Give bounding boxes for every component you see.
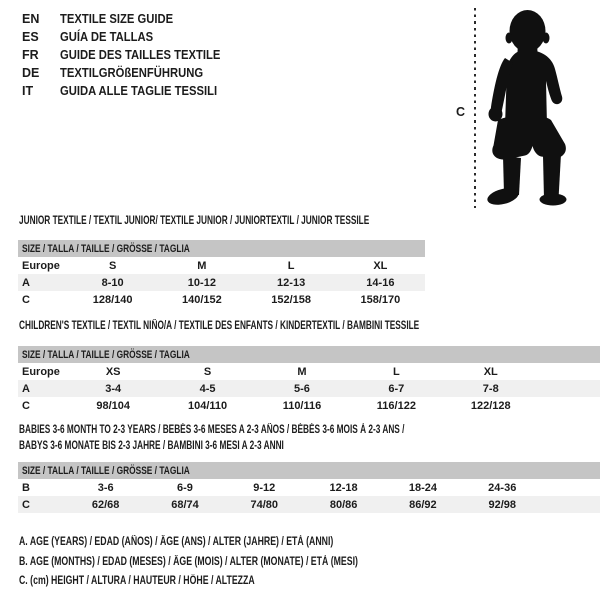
footnote-b: B. AGE (MONTHS) / EDAD (MESES) / ÂGE (MOIS) / ALTER (MONATE) / ETÀ (MESI) — [19, 555, 358, 568]
table-cell: 140/152 — [181, 293, 222, 306]
lang-code: ES — [22, 30, 39, 44]
table-row — [18, 274, 425, 291]
row-label: C — [22, 498, 30, 511]
spacer-cell — [538, 397, 600, 414]
table-cell: 74/80 — [250, 498, 279, 511]
table-cell: M — [197, 259, 207, 272]
children-size-table — [18, 346, 600, 414]
spacer-cell — [538, 380, 600, 397]
table-cell: XL — [483, 365, 498, 378]
table-cell: 9-12 — [253, 481, 276, 494]
table-cell: 104/110 — [188, 399, 228, 412]
babies-table-title-line2: BABYS 3-6 MONATE BIS 2-3 JAHRE / BAMBINI 3-6 MESI A 2-3 ANNI — [19, 440, 284, 452]
lang-row-it — [22, 82, 238, 100]
footnote-a: A. AGE (YEARS) / EDAD (AÑOS) / ÂGE (ANS) / ALTER (JAHRE) / ETÀ (ANNI) — [19, 536, 334, 548]
table-cell: 116/122 — [376, 399, 416, 412]
row-label: Europe — [22, 259, 60, 272]
height-measure-dotted-line — [474, 8, 476, 208]
size-header-bar: SIZE / TALLA / TAILLE / GRÖSSE / TAGLIA — [18, 240, 425, 257]
table-row — [18, 291, 425, 308]
footnotes — [19, 533, 465, 592]
lang-code: EN — [22, 12, 40, 26]
lang-title: GUIDA ALLE TAGLIE TESSILI — [60, 84, 218, 98]
table-cell: 4-5 — [199, 382, 216, 395]
table-cell: 7-8 — [482, 382, 499, 395]
table-cell: 3-4 — [105, 382, 122, 395]
size-header-row — [18, 462, 600, 479]
babies-table-title-line1: BABIES 3-6 MONTH TO 2-3 YEARS / BEBÉS 3-6 MESES A 2-3 AÑOS / BÉBÉS 3-6 MOIS À 2-3 ANS / — [19, 424, 405, 436]
lang-row-es — [22, 28, 238, 46]
children-table-title: CHILDREN'S TEXTILE / TEXTIL NIÑO/A / TEXTILE DES ENFANTS / KINDERTEXTIL / BAMBINI TESSILE — [19, 320, 420, 332]
row-label: C — [22, 399, 30, 412]
lang-code: FR — [22, 48, 39, 62]
row-label: A — [22, 382, 30, 395]
table-cell: 3-6 — [97, 481, 114, 494]
table-cell: 128/140 — [92, 293, 133, 306]
spacer-cell — [538, 363, 600, 380]
table-cell: 158/170 — [360, 293, 401, 306]
height-measure-label: C — [456, 105, 466, 119]
row-label: B — [22, 481, 30, 494]
row-label: A — [22, 276, 30, 289]
size-header-row — [18, 346, 600, 363]
row-label: Europe — [22, 365, 60, 378]
table-cell: 110/116 — [282, 399, 322, 412]
baby-silhouette-svg — [484, 8, 572, 206]
lang-row-en — [22, 10, 238, 28]
lang-row-fr — [22, 46, 238, 64]
table-cell: 152/158 — [271, 293, 311, 306]
table-row — [18, 363, 600, 380]
table-row — [18, 397, 600, 414]
table-cell: 98/104 — [96, 399, 131, 412]
table-row — [18, 496, 600, 513]
spacer-cell — [542, 496, 600, 513]
table-cell: 86/92 — [409, 498, 437, 511]
table-row — [18, 257, 425, 274]
table-cell: 5-6 — [294, 382, 310, 395]
junior-table-title: JUNIOR TEXTILE / TEXTIL JUNIOR/ TEXTILE JUNIOR / JUNIORTEXTIL / JUNIOR TESSILE — [19, 215, 370, 227]
table-cell: 6-9 — [177, 481, 193, 494]
table-cell: 92/98 — [488, 498, 517, 511]
table-cell: 24-36 — [488, 481, 517, 494]
lang-row-de — [22, 64, 238, 82]
table-cell: 12-18 — [329, 481, 358, 494]
table-cell: S — [108, 259, 117, 272]
lang-code: DE — [22, 66, 40, 80]
baby-silhouette — [484, 8, 572, 206]
table-cell: L — [393, 365, 400, 378]
table-row — [18, 479, 600, 496]
lang-code: IT — [22, 84, 34, 98]
table-cell: 14-16 — [366, 276, 395, 289]
size-header-bar: SIZE / TALLA / TAILLE / GRÖSSE / TAGLIA — [18, 346, 600, 363]
table-cell: S — [203, 365, 212, 378]
table-cell: 18-24 — [408, 481, 437, 494]
size-header-row — [18, 240, 425, 257]
lang-title: TEXTILE SIZE GUIDE — [60, 12, 174, 26]
language-title-list — [22, 10, 238, 100]
table-cell: 62/68 — [91, 498, 120, 511]
table-cell: XL — [373, 259, 388, 272]
lang-title: GUIDE DES TAILLES TEXTILE — [60, 48, 221, 62]
table-cell: 122/128 — [470, 399, 511, 412]
table-cell: M — [297, 365, 307, 378]
spacer-cell — [542, 479, 600, 496]
table-cell: 10-12 — [187, 276, 216, 289]
babies-size-table — [18, 462, 600, 513]
table-cell: XS — [105, 365, 121, 378]
table-cell: 12-13 — [277, 276, 306, 289]
row-label: C — [22, 293, 30, 306]
junior-size-table — [18, 240, 425, 308]
table-cell: 8-10 — [101, 276, 124, 289]
table-cell: 68/74 — [171, 498, 199, 511]
table-row — [18, 380, 600, 397]
lang-title: TEXTILGRÖßENFÜHRUNG — [60, 66, 204, 80]
footnote-c: C. (cm) HEIGHT / ALTURA / HAUTEUR / HÖHE / ALTEZZA — [19, 575, 255, 587]
size-header-bar: SIZE / TALLA / TAILLE / GRÖSSE / TAGLIA — [18, 462, 600, 479]
table-cell: 6-7 — [388, 382, 405, 395]
lang-title: GUÍA DE TALLAS — [60, 30, 154, 44]
table-cell: 80/86 — [329, 498, 358, 511]
table-cell: L — [287, 259, 295, 272]
